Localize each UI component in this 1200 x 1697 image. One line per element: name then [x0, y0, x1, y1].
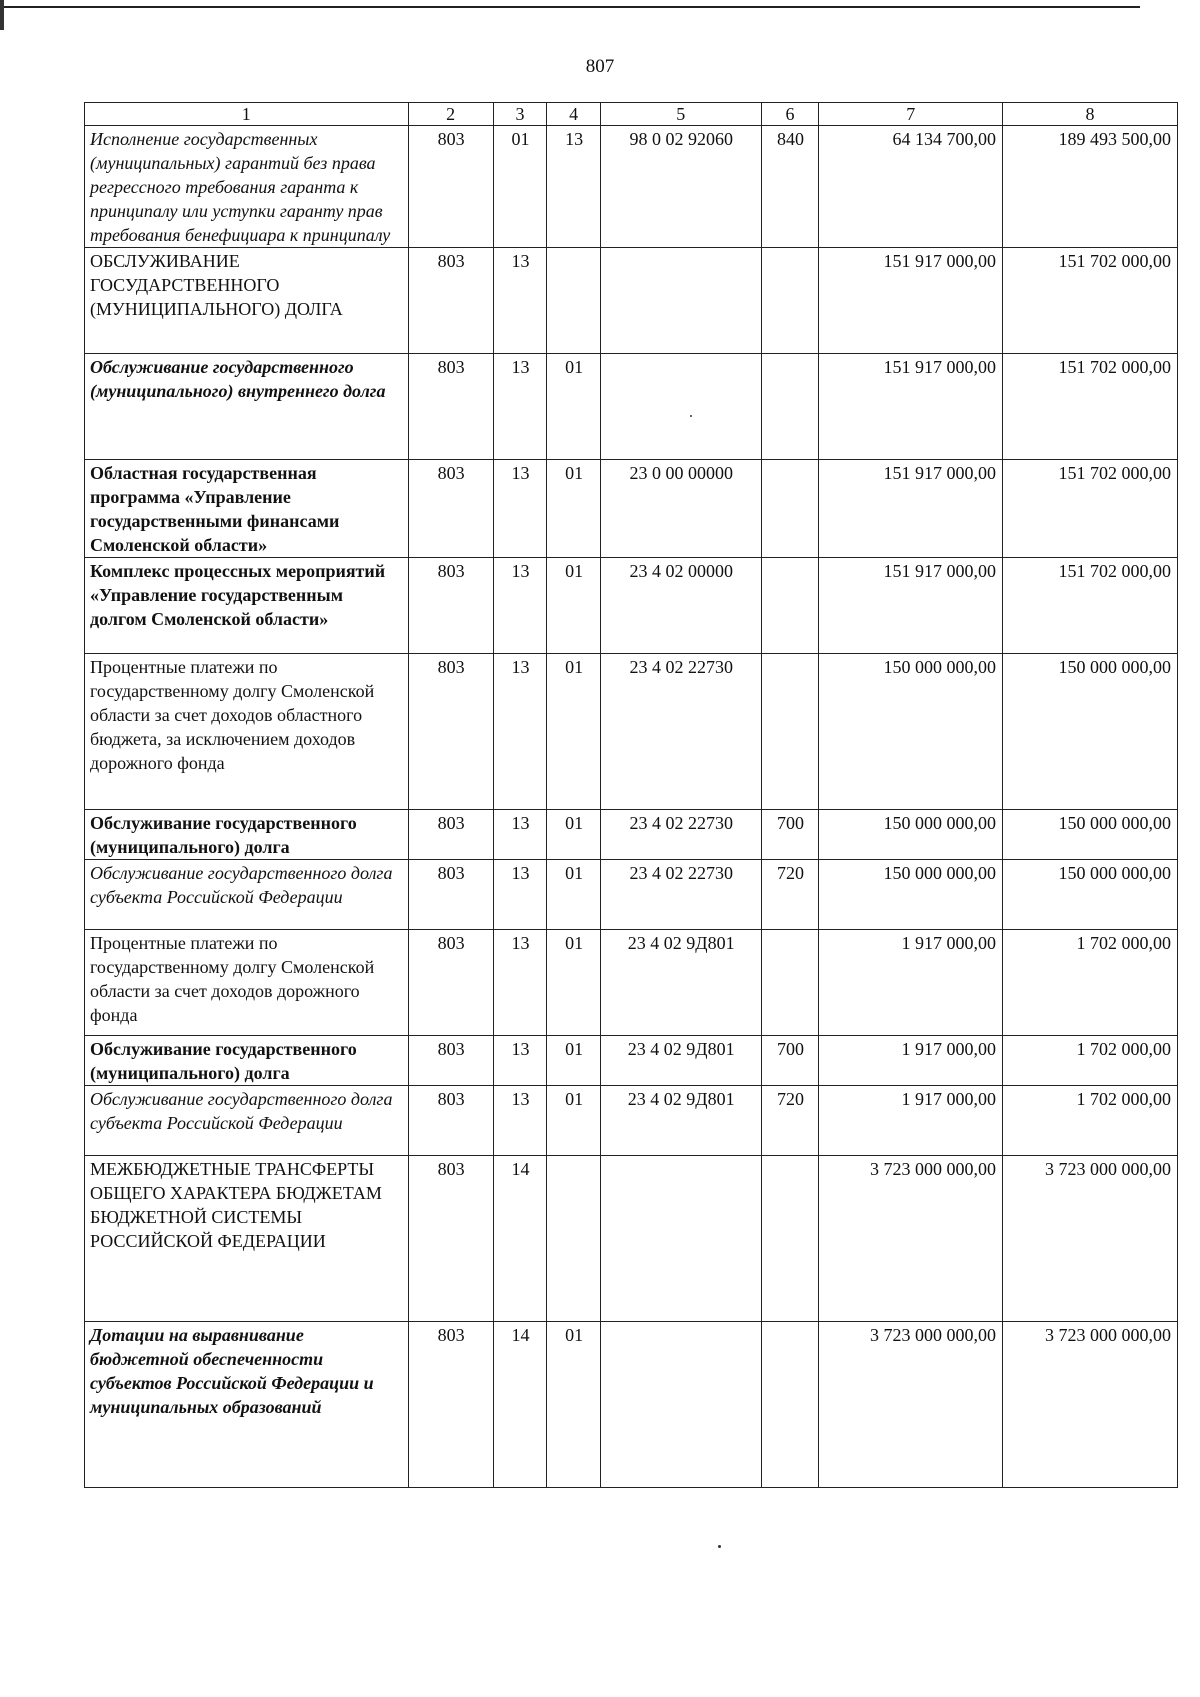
cell-target-article: 23 4 02 22730: [600, 654, 761, 810]
cell-admin-code: 803: [408, 460, 493, 558]
cell-target-article: 23 4 02 22730: [600, 810, 761, 860]
cell-subsection: 01: [547, 860, 601, 930]
cell-subsection: 01: [547, 1086, 601, 1156]
cell-target-article: [600, 1156, 761, 1322]
cell-expense-type: [761, 558, 819, 654]
table-row: [85, 810, 1178, 860]
row-name: Обслуживание государственного (муниципального) долга: [85, 810, 409, 860]
cell-section: 13: [493, 248, 547, 354]
column-header: 2: [408, 103, 493, 126]
row-name: Процентные платежи по государственному долгу Смоленской области за счет доходов дорожного фонда: [85, 930, 409, 1036]
row-name: Дотации на выравнивание бюджетной обеспеченности субъектов Российской Федерации и муниципальных образований: [85, 1322, 409, 1488]
cell-section: 01: [493, 126, 547, 248]
cell-target-article: 23 4 02 9Д801: [600, 1036, 761, 1086]
cell-subsection: 01: [547, 354, 601, 460]
cell-section: 13: [493, 558, 547, 654]
cell-amount-year1: 150 000 000,00: [819, 810, 1003, 860]
cell-amount-year1: 151 917 000,00: [819, 460, 1003, 558]
table-row: [85, 654, 1178, 810]
row-name: Обслуживание государственного долга субъекта Российской Федерации: [85, 860, 409, 930]
cell-target-article: 23 4 02 9Д801: [600, 930, 761, 1036]
cell-section: 13: [493, 460, 547, 558]
table-row: [85, 460, 1178, 558]
table-header-row: [85, 103, 1178, 126]
table-row: [85, 1156, 1178, 1322]
cell-amount-year2: 3 723 000 000,00: [1003, 1322, 1178, 1488]
table-row: [85, 930, 1178, 1036]
cell-amount-year2: 151 702 000,00: [1003, 354, 1178, 460]
cell-subsection: [547, 1156, 601, 1322]
cell-section: 13: [493, 930, 547, 1036]
cell-amount-year1: 64 134 700,00: [819, 126, 1003, 248]
table-row: [85, 860, 1178, 930]
cell-admin-code: 803: [408, 558, 493, 654]
cell-subsection: [547, 248, 601, 354]
budget-table: [84, 102, 1178, 1488]
cell-subsection: 13: [547, 126, 601, 248]
cell-amount-year1: 150 000 000,00: [819, 654, 1003, 810]
cell-admin-code: 803: [408, 1322, 493, 1488]
cell-expense-type: [761, 460, 819, 558]
cell-amount-year1: 151 917 000,00: [819, 354, 1003, 460]
table-row: [85, 1322, 1178, 1488]
cell-amount-year2: 1 702 000,00: [1003, 1036, 1178, 1086]
cell-amount-year2: 1 702 000,00: [1003, 930, 1178, 1036]
cell-target-article: 98 0 02 92060: [600, 126, 761, 248]
table-row: [85, 1086, 1178, 1156]
cell-amount-year1: 3 723 000 000,00: [819, 1322, 1003, 1488]
cell-admin-code: 803: [408, 1086, 493, 1156]
cell-subsection: 01: [547, 930, 601, 1036]
column-header: 8: [1003, 103, 1178, 126]
cell-subsection: 01: [547, 558, 601, 654]
cell-section: 13: [493, 654, 547, 810]
table-row: [85, 126, 1178, 248]
cell-admin-code: 803: [408, 654, 493, 810]
cell-amount-year2: 151 702 000,00: [1003, 248, 1178, 354]
cell-amount-year2: 150 000 000,00: [1003, 860, 1178, 930]
cell-section: 13: [493, 810, 547, 860]
cell-expense-type: 700: [761, 1036, 819, 1086]
cell-expense-type: [761, 1322, 819, 1488]
row-name: Областная государственная программа «Управление государственными финансами Смоленской области»: [85, 460, 409, 558]
cell-expense-type: 720: [761, 1086, 819, 1156]
cell-admin-code: 803: [408, 810, 493, 860]
cell-admin-code: 803: [408, 1036, 493, 1086]
cell-amount-year2: 150 000 000,00: [1003, 654, 1178, 810]
cell-target-article: [600, 1322, 761, 1488]
cell-expense-type: [761, 1156, 819, 1322]
row-name: Обслуживание государственного долга субъекта Российской Федерации: [85, 1086, 409, 1156]
cell-section: 13: [493, 1086, 547, 1156]
table-row: [85, 1036, 1178, 1086]
cell-expense-type: [761, 654, 819, 810]
column-header: 7: [819, 103, 1003, 126]
row-name: МЕЖБЮДЖЕТНЫЕ ТРАНСФЕРТЫ ОБЩЕГО ХАРАКТЕРА БЮДЖЕТАМ БЮДЖЕТНОЙ СИСТЕМЫ РОССИЙСКОЙ ФЕДЕРАЦИИ: [85, 1156, 409, 1322]
cell-expense-type: 840: [761, 126, 819, 248]
cell-amount-year1: 1 917 000,00: [819, 1086, 1003, 1156]
cell-amount-year2: 150 000 000,00: [1003, 810, 1178, 860]
cell-amount-year1: 1 917 000,00: [819, 1036, 1003, 1086]
cell-expense-type: 700: [761, 810, 819, 860]
column-header: 6: [761, 103, 819, 126]
cell-admin-code: 803: [408, 930, 493, 1036]
cell-amount-year2: 151 702 000,00: [1003, 558, 1178, 654]
cell-admin-code: 803: [408, 248, 493, 354]
cell-section: 13: [493, 860, 547, 930]
cell-section: 13: [493, 354, 547, 460]
cell-amount-year1: 3 723 000 000,00: [819, 1156, 1003, 1322]
cell-amount-year1: 150 000 000,00: [819, 860, 1003, 930]
scan-speck: [718, 1545, 721, 1548]
scan-top-border: [0, 6, 1140, 8]
cell-amount-year1: 1 917 000,00: [819, 930, 1003, 1036]
cell-amount-year2: 189 493 500,00: [1003, 126, 1178, 248]
cell-subsection: 01: [547, 654, 601, 810]
table-row: [85, 248, 1178, 354]
table-row: [85, 354, 1178, 460]
cell-expense-type: 720: [761, 860, 819, 930]
cell-subsection: 01: [547, 810, 601, 860]
column-header: 1: [85, 103, 409, 126]
row-name: Обслуживание государственного (муниципального) долга: [85, 1036, 409, 1086]
cell-target-article: [600, 248, 761, 354]
cell-amount-year2: 3 723 000 000,00: [1003, 1156, 1178, 1322]
row-name: Комплекс процессных мероприятий «Управление государственным долгом Смоленской области»: [85, 558, 409, 654]
cell-target-article: 23 4 02 00000: [600, 558, 761, 654]
scan-left-edge: [0, 0, 4, 30]
cell-target-article: 23 4 02 22730: [600, 860, 761, 930]
cell-expense-type: [761, 354, 819, 460]
cell-subsection: 01: [547, 1036, 601, 1086]
scan-speck: [690, 415, 692, 417]
cell-section: 13: [493, 1036, 547, 1086]
column-header: 3: [493, 103, 547, 126]
row-name: Обслуживание государственного (муниципального) внутреннего долга: [85, 354, 409, 460]
cell-amount-year2: 151 702 000,00: [1003, 460, 1178, 558]
cell-admin-code: 803: [408, 1156, 493, 1322]
cell-expense-type: [761, 248, 819, 354]
cell-target-article: [600, 354, 761, 460]
column-header: 5: [600, 103, 761, 126]
page-number: 807: [585, 56, 615, 77]
cell-target-article: 23 4 02 9Д801: [600, 1086, 761, 1156]
cell-section: 14: [493, 1156, 547, 1322]
cell-admin-code: 803: [408, 354, 493, 460]
cell-admin-code: 803: [408, 860, 493, 930]
cell-section: 14: [493, 1322, 547, 1488]
table-row: [85, 558, 1178, 654]
cell-target-article: 23 0 00 00000: [600, 460, 761, 558]
cell-amount-year1: 151 917 000,00: [819, 248, 1003, 354]
cell-subsection: 01: [547, 1322, 601, 1488]
row-name: Исполнение государственных (муниципальных) гарантий без права регрессного требования гаранта к принципалу или уступки гаранту прав требования бенефициара к принципалу: [85, 126, 409, 248]
column-header: 4: [547, 103, 601, 126]
cell-expense-type: [761, 930, 819, 1036]
cell-admin-code: 803: [408, 126, 493, 248]
row-name: ОБСЛУЖИВАНИЕ ГОСУДАРСТВЕННОГО (МУНИЦИПАЛЬНОГО) ДОЛГА: [85, 248, 409, 354]
cell-amount-year1: 151 917 000,00: [819, 558, 1003, 654]
cell-subsection: 01: [547, 460, 601, 558]
row-name: Процентные платежи по государственному долгу Смоленской области за счет доходов областного бюджета, за исключением доходов дорожного фонда: [85, 654, 409, 810]
cell-amount-year2: 1 702 000,00: [1003, 1086, 1178, 1156]
